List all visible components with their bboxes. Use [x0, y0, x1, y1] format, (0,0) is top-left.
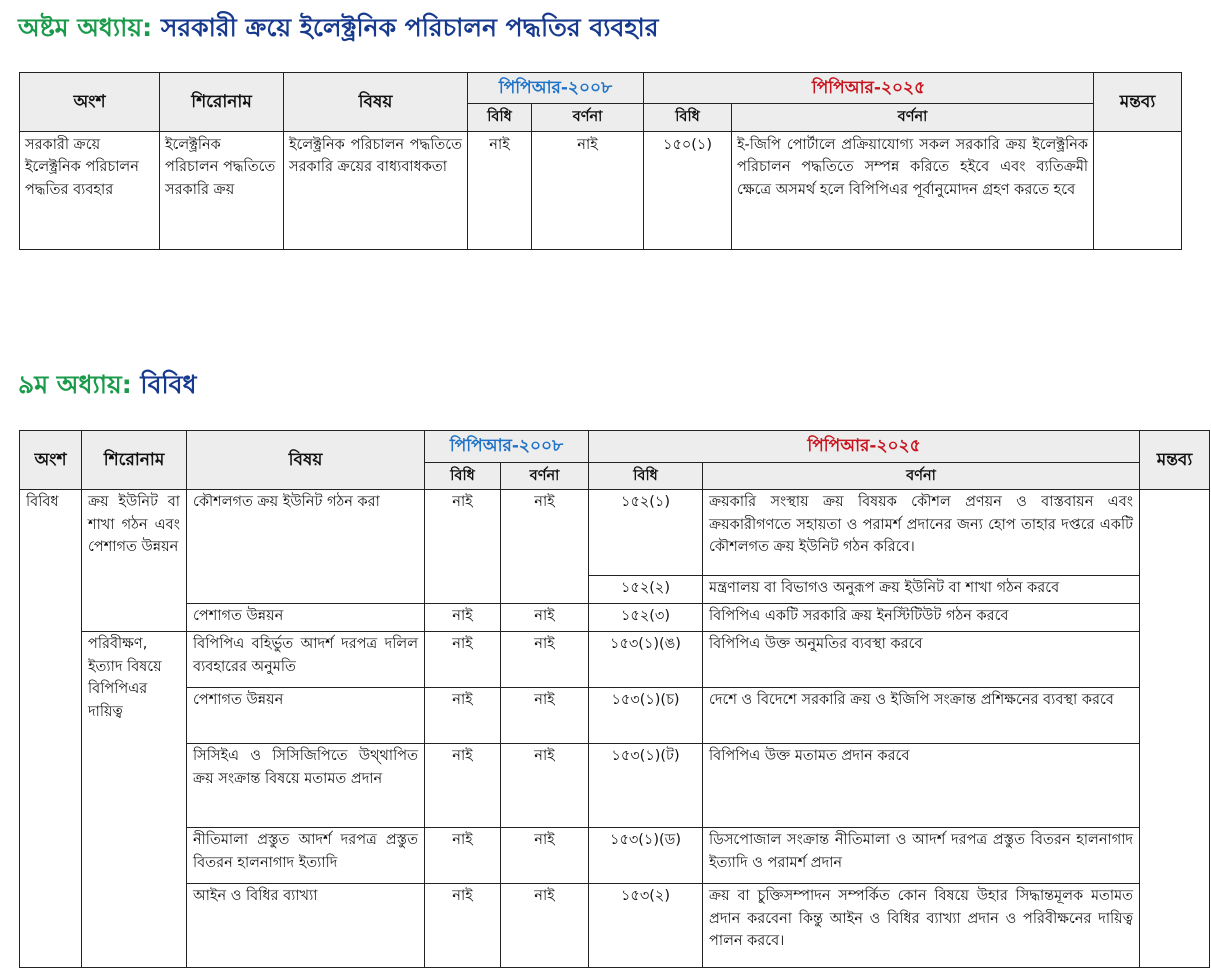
cell-desc-2008: নাই — [501, 604, 589, 632]
cell-rule-2008: নাই — [425, 490, 501, 604]
cell-subject: বিপিপিএ বহির্ভুত আদর্শ দরপত্র দলিল ব্যবহারের অনুমতি — [187, 632, 425, 688]
cell-subject: পেশাগত উন্নয়ন — [187, 688, 425, 744]
cell-desc-2025: ক্রয়কারি সংস্থায় ক্রয় বিষয়ক কৌশল প্রণয়ন ও বাস্তবায়ন এবং ক্রয়কারীগণতে সহায়তা ও পরামর্শ প্রদানের জন্য হোপ তাহার দপ্তরে একটি কৌশলগত ক্রয় ইউনিট গঠন করিবে। — [703, 490, 1140, 576]
cell-rule-2008: নাই — [468, 131, 532, 249]
cell-desc-2025: বিপিপিএ একটি সরকারি ক্রয় ইনস্টিটিউট গঠন করবে — [703, 604, 1140, 632]
header-section: অংশ — [20, 431, 82, 490]
cell-remarks — [1094, 131, 1182, 249]
header-rule-2025: বিধি — [589, 463, 703, 490]
table-row — [20, 688, 1210, 744]
cell-desc-2008: নাই — [501, 828, 589, 884]
table-row — [20, 604, 1210, 632]
cell-desc-2008: নাই — [532, 131, 644, 249]
chapter-8-label: অষ্টম অধ্যায়: — [18, 13, 153, 42]
header-subject: বিষয় — [187, 431, 425, 490]
cell-desc-2025: ই-জিপি পোর্টালে প্রক্রিয়াযোগ্য সকল সরকারি ক্রয় ইলেক্ট্রনিক পরিচালন পদ্ধতিতে সম্পন্ন করিতে হইবে এবং ব্যতিক্রমী ক্ষেত্রে অসমর্থ হলে বিপিপিএর পূর্বানুমোদন গ্রহণ করতে হবে — [732, 131, 1094, 249]
cell-subject: নীতিমালা প্রস্তুত আদর্শ দরপত্র প্রস্তুত বিতরন হালনাগাদ ইত্যাদি — [187, 828, 425, 884]
table-row — [20, 744, 1210, 828]
header-section: অংশ — [20, 73, 160, 132]
header-ppr-2008: পিপিআর-২০০৮ — [468, 73, 644, 104]
cell-desc-2008: নাই — [501, 884, 589, 968]
header-desc-2025: বর্ণনা — [703, 463, 1140, 490]
cell-section: সরকারী ক্রয়ে ইলেক্ট্রনিক পরিচালন পদ্ধতির ব্যবহার — [20, 131, 160, 249]
header-desc-2008: বর্ণনা — [501, 463, 589, 490]
cell-rule-2025: ১৫২(৩) — [589, 604, 703, 632]
cell-desc-2008: নাই — [501, 744, 589, 828]
header-rule-2008: বিধি — [425, 463, 501, 490]
table-row — [20, 828, 1210, 884]
cell-rule-2008: নাই — [425, 884, 501, 968]
header-remarks: মন্তব্য — [1094, 73, 1182, 132]
header-desc-2025: বর্ণনা — [732, 104, 1094, 131]
cell-rule-2008: নাই — [425, 744, 501, 828]
cell-rule-2025: ১৫৩(১)(ঙ) — [589, 632, 703, 688]
cell-desc-2025: বিপিপিএ উক্ত অনুমতির ব্যবস্থা করবে — [703, 632, 1140, 688]
cell-subject: সিসিইএ ও সিসিজিপিতে উথ্থাপিত ক্রয় সংক্রান্ত বিষয়ে মতামত প্রদান — [187, 744, 425, 828]
cell-desc-2025: ক্রয় বা চুক্তিসম্পাদন সম্পর্কিত কোন বিষয়ে উহার সিদ্ধান্তমূলক মতামত প্রদান করবেনা কিন্তু আইন ও বিধির ব্যাখ্যা প্রদান ও পরিবীক্ষনের দায়িত্ব পালন করবে। — [703, 884, 1140, 968]
header-remarks: মন্তব্য — [1140, 431, 1210, 490]
header-rule-2025: বিধি — [644, 104, 732, 131]
table-row — [20, 131, 1182, 249]
cell-subject: আইন ও বিধির ব্যাখ্যা — [187, 884, 425, 968]
cell-group-heading: ক্রয় ইউনিট বা শাখা গঠন এবং পেশাগত উন্নয়ন — [82, 490, 187, 632]
header-heading: শিরোনাম — [160, 73, 284, 132]
chapter-9-title: বিবিধ — [140, 370, 197, 399]
chapter-8-title: সরকারী ক্রয়ে ইলেক্ট্রনিক পরিচালন পদ্ধতির ব্যবহার — [160, 13, 659, 42]
chapter-9-heading — [18, 365, 197, 408]
cell-subject: কৌশলগত ক্রয় ইউনিট গঠন করা — [187, 490, 425, 604]
header-ppr-2025: পিপিআর-২০২৫ — [589, 431, 1140, 463]
cell-rule-2008: নাই — [425, 828, 501, 884]
cell-desc-2025: দেশে ও বিদেশে সরকারি ক্রয় ও ইজিপি সংক্রান্ত প্রশিক্ষনের ব্যবস্থা করবে — [703, 688, 1140, 744]
cell-remarks — [1140, 490, 1210, 968]
cell-section: বিবিধ — [20, 490, 82, 968]
cell-group-heading: পরিবীক্ষণ, ইত্যাদ বিষয়ে বিপিপিএর দায়িত্ব — [82, 632, 187, 968]
header-ppr-2008: পিপিআর-২০০৮ — [425, 431, 589, 463]
table-row — [20, 490, 1210, 576]
cell-desc-2025: ডিসপোজাল সংক্রান্ত নীতিমালা ও আদর্শ দরপত্র প্রস্তুত বিতরন হালনাগাদ ইত্যাদি ও পরামর্শ প্রদান — [703, 828, 1140, 884]
chapter-8-table — [19, 72, 1182, 250]
cell-rule-2025: ১৫২(১) — [589, 490, 703, 576]
chapter-9-table — [19, 430, 1210, 968]
cell-rule-2025: ১৫৩(২) — [589, 884, 703, 968]
table-row — [20, 632, 1210, 688]
cell-rule-2008: নাই — [425, 632, 501, 688]
cell-rule-2025: ১৫৩(১)(ট) — [589, 744, 703, 828]
header-heading: শিরোনাম — [82, 431, 187, 490]
cell-rule-2025: ১৫০(১) — [644, 131, 732, 249]
cell-rule-2025: ১৫২(২) — [589, 576, 703, 604]
cell-subject: ইলেক্ট্রনিক পরিচালন পদ্ধতিতে সরকারি ক্রয়ের বাধ্যবাধকতা — [284, 131, 468, 249]
cell-desc-2008: নাই — [501, 688, 589, 744]
header-desc-2008: বর্ণনা — [532, 104, 644, 131]
cell-subject: পেশাগত উন্নয়ন — [187, 604, 425, 632]
header-subject: বিষয় — [284, 73, 468, 132]
cell-desc-2008: নাই — [501, 632, 589, 688]
chapter-9-label: ৯ম অধ্যায়: — [18, 370, 132, 399]
cell-rule-2025: ১৫৩(১)(চ) — [589, 688, 703, 744]
cell-desc-2025: মন্ত্রণালয় বা বিভাগও অনুরূপ ক্রয় ইউনিট বা শাখা গঠন করবে — [703, 576, 1140, 604]
cell-desc-2008: নাই — [501, 490, 589, 604]
cell-rule-2008: নাই — [425, 604, 501, 632]
cell-desc-2025: বিপিপিএ উক্ত মতামত প্রদান করবে — [703, 744, 1140, 828]
cell-heading: ইলেক্ট্রনিক পরিচালন পদ্ধতিতে সরকারি ক্রয় — [160, 131, 284, 249]
table-row — [20, 884, 1210, 968]
cell-rule-2008: নাই — [425, 688, 501, 744]
header-rule-2008: বিধি — [468, 104, 532, 131]
cell-rule-2025: ১৫৩(১)(ড) — [589, 828, 703, 884]
chapter-8-heading — [18, 8, 659, 51]
header-ppr-2025: পিপিআর-২০২৫ — [644, 73, 1094, 104]
